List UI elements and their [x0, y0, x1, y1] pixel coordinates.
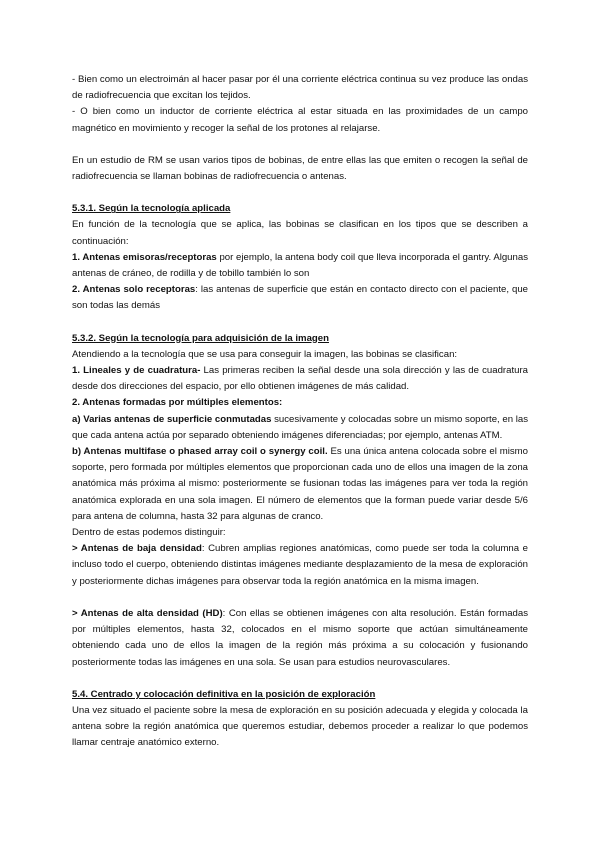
list-item — [72, 363, 528, 395]
item-title: 2. Antenas solo receptoras — [72, 284, 196, 296]
intro-line-1: - Bien como un electroimán al hacer pasar por él una corriente eléctrica continua su vez produce las ondas de radiofrecuencia que excitan los tejidos. — [72, 74, 528, 102]
section-5-3-2-intro: Atendiendo a la tecnología que se usa para conseguir la imagen, las bobinas se clasifican: — [72, 348, 458, 360]
list-item — [72, 541, 528, 590]
item-text: Es una única antena colocada sobre el mismo soporte, pero formada por múltiples elementos que proporcionan cada uno de ellos una imagen de la zona anatómica más próxima al mismo: posteriormente se fusionan todas las imágenes para ver toda la región anatómica explorada en una sola imagen. El número de elementos que la forman puede variar desde 5/6 para antena de columna, hasta 32 para algunas de cranco. — [72, 446, 529, 522]
distinguish-text: Dentro de estas podemos distinguir: — [72, 527, 226, 539]
list-item — [72, 606, 528, 671]
item-title: > Antenas de alta densidad (HD) — [72, 607, 223, 619]
item-title: a) Varias antenas de superficie conmutadas — [72, 413, 272, 425]
list-item — [72, 395, 528, 411]
item-title: b) Antenas multifase o phased array coil o synergy coil. — [72, 446, 328, 458]
item-text: : Cubren amplias regiones anatómicas, como puede ser toda la columna e incluso todo el cuerpo, obteniendo distintas imágenes mediante desplazamiento de la mesa de exploración y posteriormente dichas imágenes para observar toda la región anatómica en la misma imagen. — [72, 543, 529, 587]
intro-line-2: - O bien como un inductor de corriente eléctrica al estar situada en las proximidades de un campo magnético en movimiento y recoger la señal de los protones al relajarse. — [72, 106, 528, 134]
list-item — [72, 412, 528, 444]
item-text: por ejemplo, la antena body coil que lleva incorporada el gantry. Algunas antenas de cráneo, de rodilla y de tobillo también lo son — [72, 251, 528, 280]
section-5-3-1-intro: En función de la tecnología que se aplica, las bobinas se clasifican en los tipos que se describen a continuación: — [72, 219, 528, 247]
item-text: sucesivamente y colocadas sobre un mismo soporte, en las que cada antena actúa por separado obteniendo imágenes diferenciadas; por ejemplo, antenas ATM. — [72, 413, 528, 441]
document-page — [72, 72, 528, 752]
item-title: 2. Antenas formadas por múltiples elementos: — [72, 397, 283, 409]
item-title: 1. Lineales y de cuadratura- — [72, 365, 201, 377]
section-heading-5-3-1: 5.3.1. Según la tecnología aplicada — [72, 203, 231, 215]
list-item — [72, 250, 528, 282]
item-title: > Antenas de baja densidad — [72, 543, 202, 555]
list-item — [72, 282, 528, 314]
item-text: : Con ellas se obtienen imágenes con alta resolución. Están formadas por múltiples elementos, hasta 32, colocados en el mismo soporte que actúan simultáneamente obteniendo cada uno de ellos la imagen de la región más próxima a su colocación y fusionando posteriormente todas las imágenes en una sola. Se usan para estudios neurovasculares. — [72, 607, 529, 668]
list-item — [72, 444, 528, 525]
section-5-4-paragraph: Una vez situado el paciente sobre la mesa de exploración en su posición adecuada y elegida y colocada la antena sobre la región anatómica que queremos estudiar, debemos proceder a realizar lo que podemos llamar centraje anatómico externo. — [72, 704, 528, 749]
section-heading-5-3-2: 5.3.2. Según la tecnología para adquisición de la imagen — [72, 332, 329, 344]
intro-paragraph: En un estudio de RM se usan varios tipos de bobinas, de entre ellas las que emiten o recogen la señal de radiofrecuencia se llaman bobinas de radiofrecuencia o antenas. — [72, 154, 528, 183]
item-title: 1. Antenas emisoras/receptoras — [72, 251, 217, 263]
section-heading-5-4: 5.4. Centrado y colocación definitiva en la posición de exploración — [72, 688, 376, 700]
item-text: Las primeras reciben la señal desde una sola dirección y las de cuadratura desde dos direcciones del espacio, por ello obtienen imágenes de más calidad. — [72, 365, 528, 393]
item-text: : las antenas de superficie que están en contacto directo con el paciente, que son todas las demás — [72, 284, 528, 312]
